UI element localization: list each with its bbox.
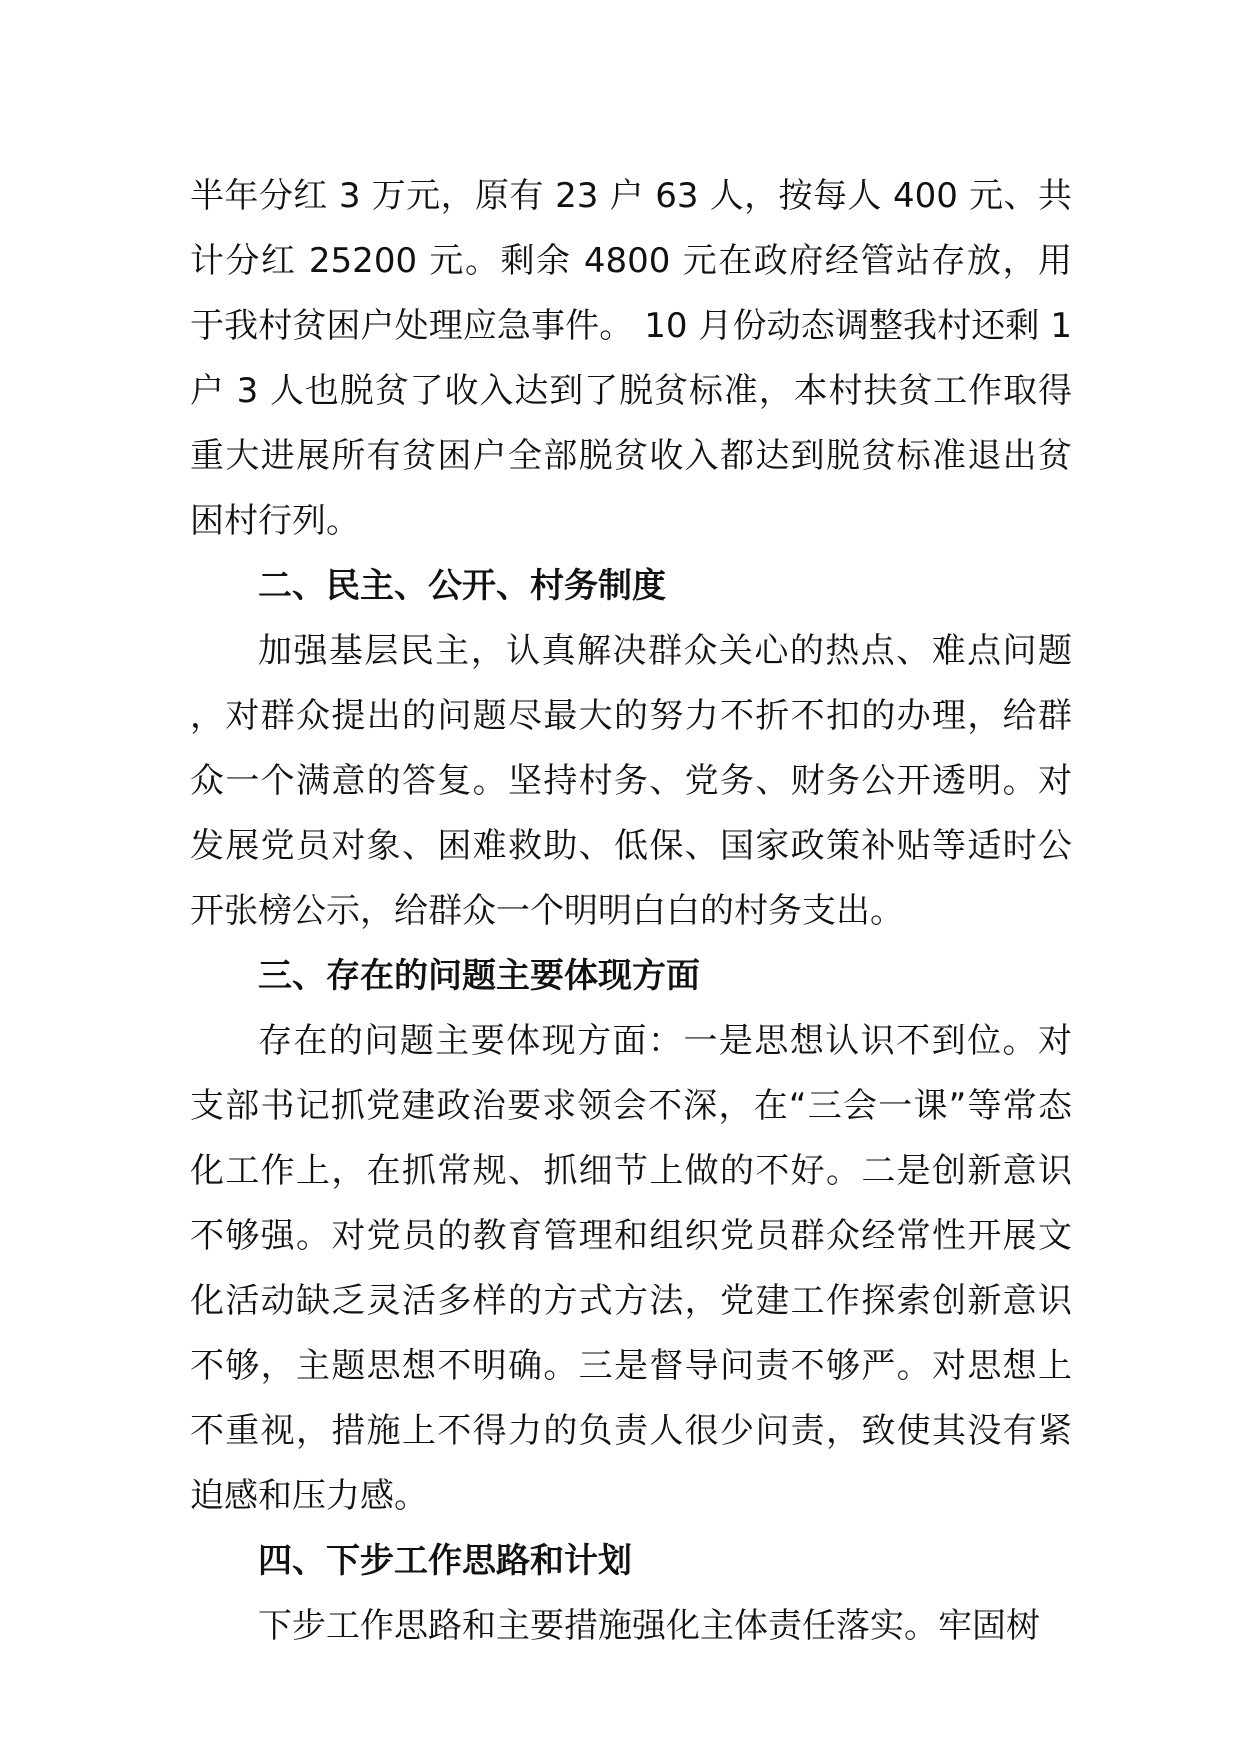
document-body	[190, 164, 1072, 1659]
heading-democracy-openness: 二、民主、公开、村务制度	[258, 566, 666, 606]
paragraph-next-steps: 下步工作思路和主要措施强化主体责任落实。牢固树	[258, 1606, 1040, 1646]
paragraph-existing-problems: 存在的问题主要体现方面：一是思想认识不到位。对支部书记抓党建政治要求领会不深，在“三会一课”等常态化工作上，在抓常规、抓细节上做的不好。二是创新意识不够强。对党员的教育管理和组织党员群众经常性开展文化活动缺乏灵活多样的方式方法，党建工作探索创新意识不够，主题思想不明确。三是督导问责不够严。对思想上不重视，措施上不得力的负责人很少问责，致使其没有紧迫感和压力感。	[190, 1021, 1072, 1516]
heading-existing-problems: 三、存在的问题主要体现方面	[258, 956, 700, 996]
heading-next-steps: 四、下步工作思路和计划	[258, 1541, 632, 1581]
paragraph-poverty-dividend: 半年分红 3 万元，原有 23 户 63 人，按每人 400 元、共计分红 25200 元。剩余 4800 元在政府经管站存放，用于我村贫困户处理应急事件。 10 月份动态调整我村还剩 1 户 3 人也脱贫了收入达到了脱贫标准，本村扶贫工作取得重大进展所有贫困户全部脱贫收入都达到脱贫标准退出贫困村行列。	[190, 176, 1072, 541]
paragraph-democracy-openness: 加强基层民主，认真解决群众关心的热点、难点问题，对群众提出的问题尽最大的努力不折不扣的办理，给群众一个满意的答复。坚持村务、党务、财务公开透明。对发展党员对象、困难救助、低保、国家政策补贴等适时公开张榜公示，给群众一个明明白白的村务支出。	[190, 631, 1072, 931]
